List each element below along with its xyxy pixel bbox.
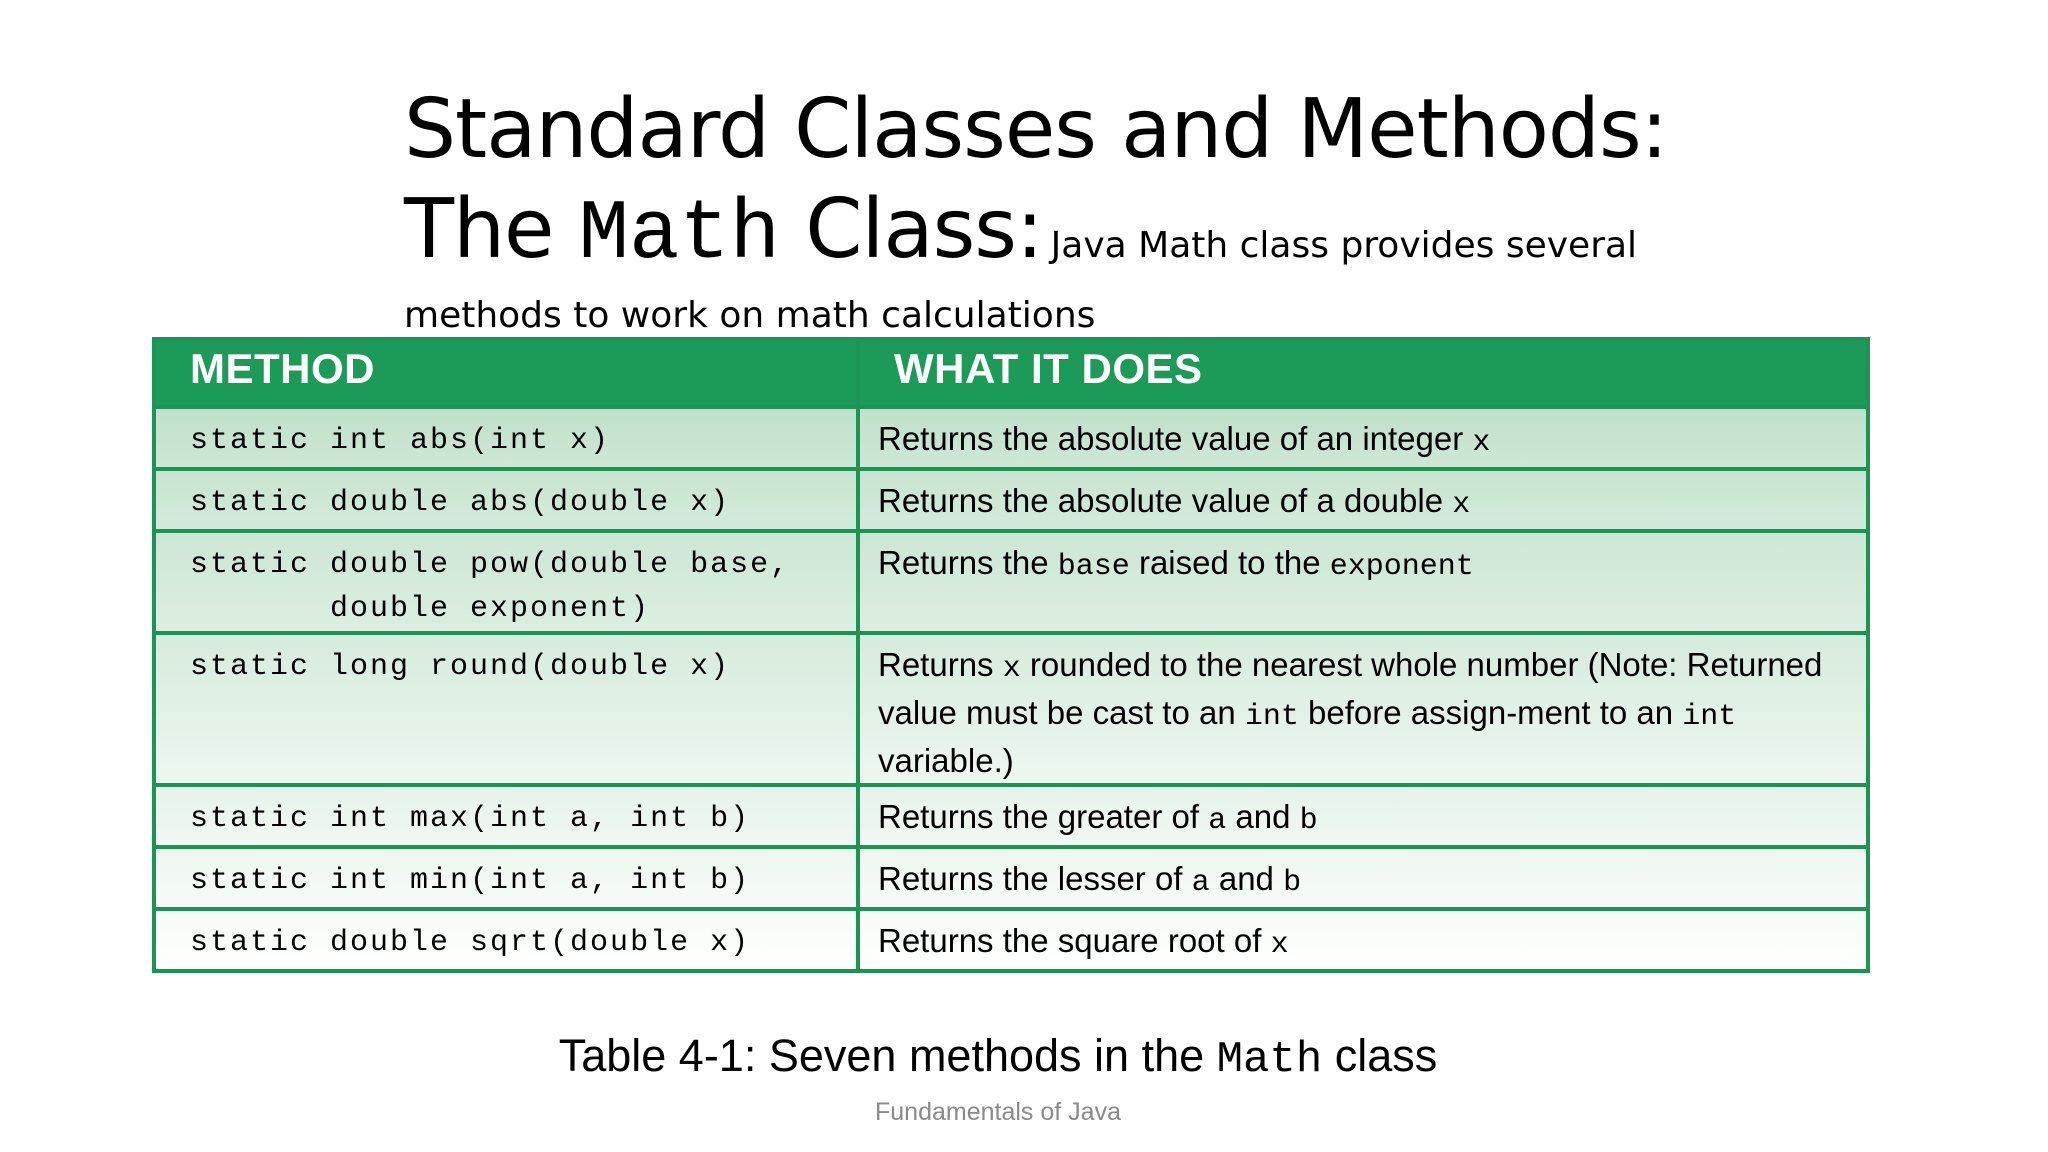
header-method: METHOD [154, 339, 858, 407]
table-row [154, 407, 1868, 469]
description-text: Returns the square root of [878, 922, 1271, 959]
method-description [860, 635, 1866, 783]
table-row [154, 847, 1868, 909]
inline-code: b [1299, 804, 1318, 838]
method-description [860, 533, 1866, 589]
inline-code: exponent [1329, 550, 1474, 584]
inline-code: b [1283, 866, 1302, 900]
title-math-mono: Math [578, 188, 781, 283]
method-description [860, 787, 1866, 843]
title-prefix: The [404, 182, 579, 277]
table-row [154, 633, 1868, 785]
table-row [154, 785, 1868, 847]
method-cell [154, 531, 858, 633]
description-text: Returns the greater of [878, 798, 1209, 835]
caption-math-mono: Math [1216, 1035, 1323, 1085]
slide-title [404, 80, 1704, 338]
method-description [860, 849, 1866, 905]
method-signature: static int abs(int x) [190, 424, 611, 458]
description-text: Returns the absolute value of an integer [878, 420, 1473, 457]
table-row [154, 469, 1868, 531]
table-header-row [154, 339, 1868, 407]
inline-code: a [1208, 804, 1227, 838]
description-text: and [1226, 798, 1300, 835]
description-text: Returns [878, 646, 1003, 683]
title-line-1: Standard Classes and Methods: [404, 82, 1668, 177]
description-text: Returns the lesser of [878, 860, 1192, 897]
table-row [154, 909, 1868, 971]
table-caption [0, 1030, 1996, 1085]
slide-footer: Fundamentals of Java [875, 1098, 1121, 1126]
inline-code: x [1452, 488, 1471, 522]
method-signature: static long round(double x) [190, 650, 731, 684]
description-cell [858, 407, 1868, 469]
method-cell [154, 785, 858, 847]
title-suffix: Class: [780, 182, 1043, 277]
caption-prefix: Table 4-1: Seven methods in the [558, 1030, 1217, 1081]
method-description [860, 911, 1866, 967]
table-row [154, 531, 1868, 633]
method-signature: static double abs(double x) [190, 486, 731, 520]
method-cell [154, 909, 858, 971]
inline-code: x [1472, 426, 1491, 460]
method-description [860, 409, 1866, 465]
description-cell [858, 469, 1868, 531]
method-signature: static int max(int a, int b) [190, 802, 751, 836]
description-cell [858, 847, 1868, 909]
inline-code: int [1682, 700, 1737, 734]
title-line-2 [404, 180, 1704, 296]
description-text: rounded to the nearest whole number (Note: Returned value must be cast to an [878, 646, 1832, 731]
subtitle-part-2: methods to work on math calculations [404, 295, 1096, 336]
inline-code: x [1002, 652, 1021, 686]
method-cell [154, 407, 858, 469]
description-text: before assign-ment to an [1298, 694, 1683, 731]
math-methods-table [152, 337, 1870, 973]
description-cell [858, 909, 1868, 971]
description-cell [858, 633, 1868, 785]
inline-code: x [1270, 928, 1289, 962]
description-text: Returns the absolute value of a double [878, 482, 1453, 519]
header-what-it-does: WHAT IT DOES [858, 339, 1868, 407]
inline-code: int [1244, 700, 1299, 734]
method-cell [154, 847, 858, 909]
description-text: raised to the [1129, 544, 1330, 581]
method-description [860, 471, 1866, 527]
method-signature: static double sqrt(double x) [190, 926, 751, 960]
method-signature: static int min(int a, int b) [190, 864, 751, 898]
inline-code: base [1057, 550, 1130, 584]
description-text: variable.) [878, 694, 1746, 779]
method-signature: static double pow(double base, double exponent) [190, 548, 791, 626]
description-text: and [1209, 860, 1284, 897]
method-cell [154, 469, 858, 531]
inline-code: a [1191, 866, 1210, 900]
method-cell [154, 633, 858, 785]
description-cell [858, 785, 1868, 847]
subtitle-part-1: Java Math class provides several [1050, 225, 1638, 266]
description-text: Returns the [878, 544, 1058, 581]
description-cell [858, 531, 1868, 633]
caption-suffix: class [1322, 1030, 1438, 1081]
